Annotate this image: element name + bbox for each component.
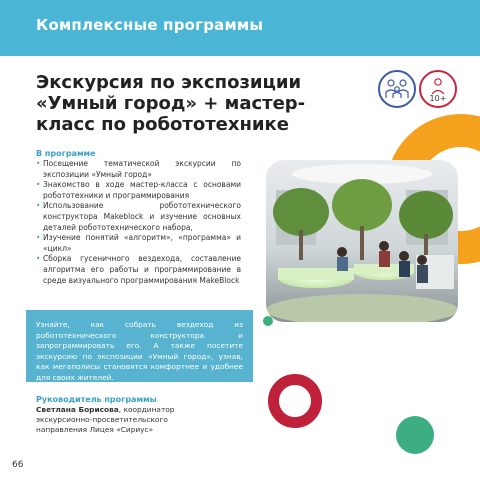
leader-label: Руководитель программы [36, 395, 157, 404]
program-list [36, 159, 241, 286]
header-title: Комплексные программы [36, 16, 264, 34]
list-item: • Сборка гусеничного вездехода, составление алгоритма его работы и программирование в среде визуального программирования MakeBlock [36, 254, 241, 286]
page-title: Экскурсия по экспозиции «Умный город» + мастер-класс по робототехнике [36, 72, 306, 135]
age-label: 10+ [429, 94, 447, 103]
age-badge [419, 70, 457, 108]
list-item: • Знакомство в ходе мастер-класса с основами робототехники и программирования [36, 180, 241, 201]
family-icon [380, 72, 414, 106]
list-item: • Посещение тематической экскурсии по экспозиции «Умный город» [36, 159, 241, 180]
header-bar [0, 0, 480, 56]
exhibition-photo [266, 160, 458, 322]
leader-text [36, 405, 216, 435]
family-badge [378, 70, 416, 108]
list-item: • Использование робототехнического конструктора Makeblock и изучение основных деталей робототехнического набора, [36, 201, 241, 233]
program-label: В программе [36, 149, 96, 158]
decorative-green-dot-small [263, 316, 273, 326]
info-text: Узнайте, как собрать вездеход из робототехнического конструктора и запрограммировать его. А также посетите экскурсию по экспозиции «Умный город», узнав, как мегаполисы становятся комфортнее и удобнее для своих жителей. [36, 320, 243, 382]
leader-role: , координатор экскурсионно-просветительского направления Лицея «Сириус» [36, 405, 175, 434]
decorative-green-dot-large [396, 416, 434, 454]
decorative-red-ring [268, 374, 322, 428]
leader-name: Светлана Борисова [36, 405, 119, 414]
list-item: • Изучение понятий «алгоритм», «программа» и «цикл» [36, 233, 241, 254]
info-box [26, 310, 253, 382]
page-number: 66 [12, 460, 24, 470]
